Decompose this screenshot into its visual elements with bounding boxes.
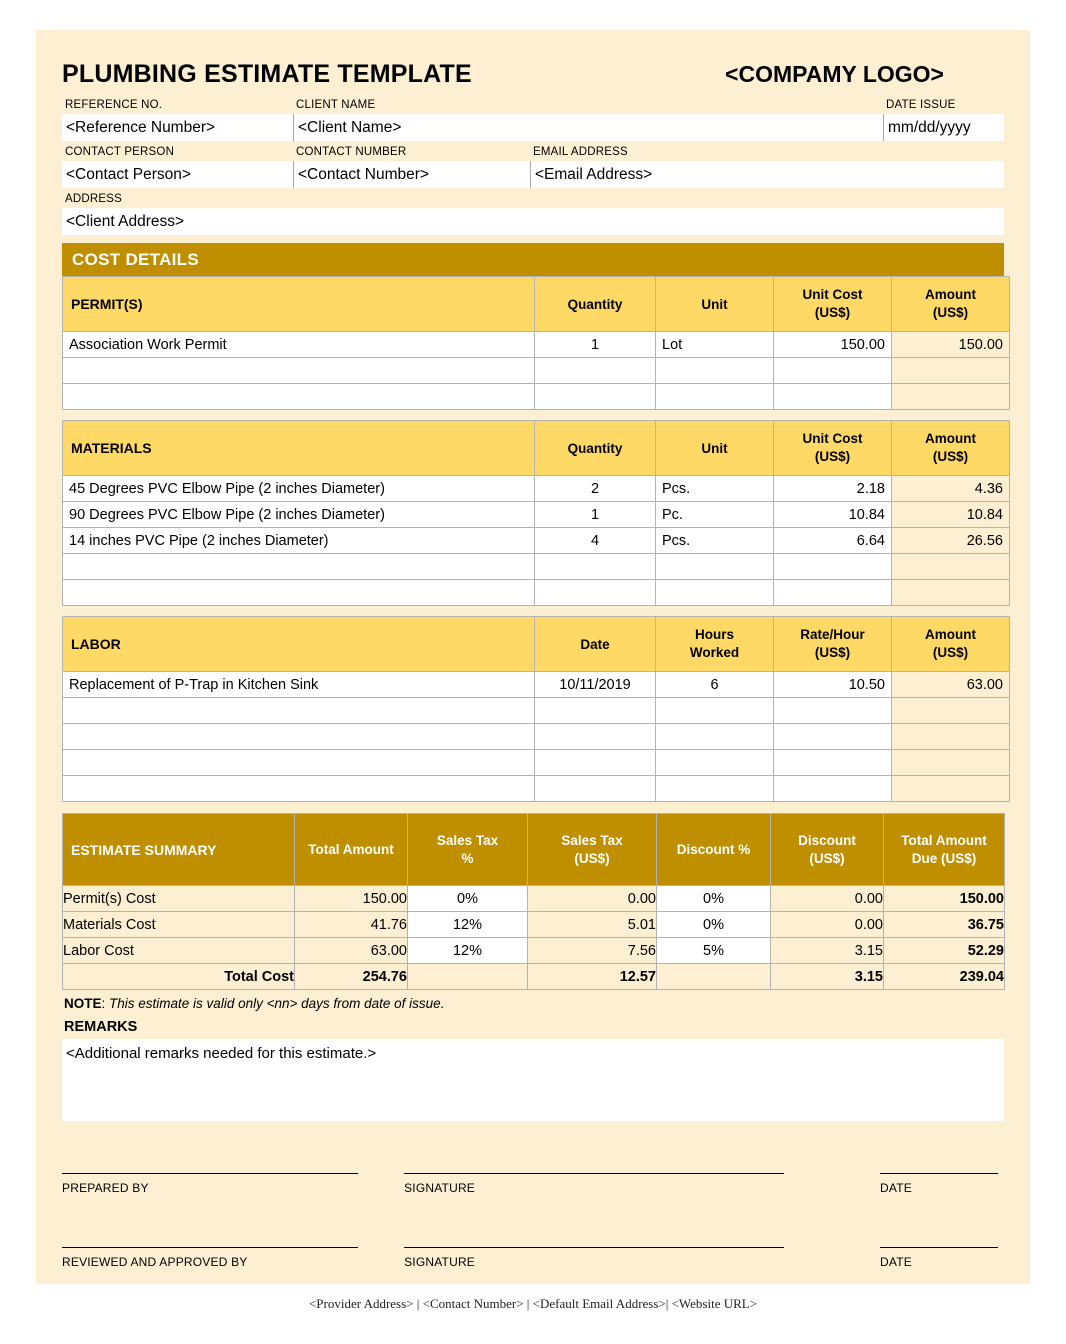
prepared-date-line <box>880 1173 998 1174</box>
labor-amount[interactable] <box>892 698 1010 724</box>
material-unit-cost[interactable] <box>774 580 892 606</box>
permits-col-unit-cost-line2: (US$) <box>814 305 851 320</box>
material-description[interactable]: 45 Degrees PVC Elbow Pipe (2 inches Diameter) <box>63 476 535 502</box>
permits-col-unit-cost <box>774 277 892 332</box>
material-description[interactable] <box>63 554 535 580</box>
permits-header-row <box>63 277 1010 332</box>
document-header <box>62 30 1004 94</box>
permit-amount[interactable]: 150.00 <box>892 332 1010 358</box>
labor-col-amount-line2: (US$) <box>932 645 969 660</box>
reference-no-label: REFERENCE NO. <box>65 99 163 111</box>
summary-header-row <box>63 814 1005 886</box>
permit-unit[interactable] <box>656 358 774 384</box>
labor-description[interactable] <box>63 698 535 724</box>
permit-amount[interactable] <box>892 384 1010 410</box>
labor-hours[interactable] <box>656 724 774 750</box>
labor-header-row <box>63 617 1010 672</box>
labor-col-rate-line1: Rate/Hour <box>800 627 865 642</box>
material-quantity[interactable] <box>535 554 656 580</box>
labor-description[interactable] <box>63 750 535 776</box>
estimate-summary-table <box>62 813 1005 990</box>
address-label-row <box>62 188 1004 208</box>
summary-col-sales-tax-pct-line2: % <box>461 850 474 866</box>
material-amount[interactable]: 26.56 <box>892 528 1010 554</box>
prepared-by-block <box>62 1173 404 1195</box>
labor-description[interactable] <box>63 724 535 750</box>
summary-sales-tax-pct[interactable]: 0% <box>408 886 528 912</box>
summary-col-discount-pct: Discount % <box>657 814 771 886</box>
table-row[interactable] <box>63 750 1010 776</box>
material-amount[interactable]: 4.36 <box>892 476 1010 502</box>
summary-col-total-due <box>884 814 1005 886</box>
contact-number-field[interactable]: <Contact Number> <box>293 161 530 188</box>
summary-sales-tax-usd[interactable]: 7.56 <box>528 938 657 964</box>
labor-date[interactable]: 10/11/2019 <box>535 672 656 698</box>
permits-col-quantity: Quantity <box>535 277 656 332</box>
summary-total-due[interactable]: 52.29 <box>884 938 1005 964</box>
labor-col-amount-line1: Amount <box>925 627 976 642</box>
summary-col-discount-usd <box>771 814 884 886</box>
summary-col-sales-tax-usd <box>528 814 657 886</box>
client-address-field[interactable]: <Client Address> <box>62 208 1004 235</box>
permit-unit[interactable]: Lot <box>656 332 774 358</box>
prepared-signature-label: SIGNATURE <box>404 1181 476 1195</box>
summary-total-amount[interactable]: 63.00 <box>295 938 408 964</box>
labor-date[interactable] <box>535 698 656 724</box>
permit-description[interactable] <box>63 384 535 410</box>
approved-date-block <box>880 1247 1004 1269</box>
summary-col-discount-usd-line2: (US$) <box>809 850 845 866</box>
table-row[interactable] <box>63 358 1010 384</box>
client-info-values-row-1 <box>62 114 1004 141</box>
materials-header-row <box>63 421 1010 476</box>
permits-col-amount <box>892 277 1010 332</box>
summary-col-sales-tax-pct-line1: Sales Tax <box>436 832 499 848</box>
material-unit-cost[interactable] <box>774 554 892 580</box>
signature-row-prepared <box>62 1173 1004 1195</box>
summary-row-label: Labor Cost <box>63 938 295 964</box>
date-issue-field[interactable]: mm/dd/yyyy <box>883 114 1004 141</box>
labor-date[interactable] <box>535 750 656 776</box>
permit-unit-cost[interactable] <box>774 384 892 410</box>
summary-sales-tax-usd[interactable]: 0.00 <box>528 886 657 912</box>
material-quantity[interactable] <box>535 580 656 606</box>
table-row[interactable] <box>63 554 1010 580</box>
total-cost-label: Total Cost <box>63 964 295 990</box>
labor-table <box>62 616 1010 802</box>
labor-amount[interactable] <box>892 750 1010 776</box>
materials-col-amount-line2: (US$) <box>932 449 969 464</box>
summary-discount-usd[interactable]: 0.00 <box>771 886 884 912</box>
total-cost-discount-pct-blank <box>657 964 771 990</box>
permits-col-unit: Unit <box>656 277 774 332</box>
table-row[interactable] <box>63 938 1005 964</box>
note-line <box>62 990 1004 1013</box>
table-row[interactable] <box>63 476 1010 502</box>
labor-amount[interactable] <box>892 724 1010 750</box>
labor-amount[interactable]: 63.00 <box>892 672 1010 698</box>
summary-sales-tax-pct[interactable]: 12% <box>408 938 528 964</box>
remarks-label: REMARKS <box>64 1019 138 1035</box>
table-row[interactable] <box>63 672 1010 698</box>
permit-quantity[interactable] <box>535 384 656 410</box>
table-row[interactable] <box>63 724 1010 750</box>
labor-description[interactable]: Replacement of P-Trap in Kitchen Sink <box>63 672 535 698</box>
summary-discount-pct[interactable]: 0% <box>657 912 771 938</box>
material-description[interactable]: 14 inches PVC Pipe (2 inches Diameter) <box>63 528 535 554</box>
remarks-input[interactable]: <Additional remarks needed for this estimate.> <box>62 1039 1004 1121</box>
approved-by-label: REVIEWED AND APPROVED BY <box>62 1255 248 1269</box>
material-unit-cost[interactable]: 10.84 <box>774 502 892 528</box>
approved-date-label: DATE <box>880 1255 912 1269</box>
material-amount[interactable]: 10.84 <box>892 502 1010 528</box>
note-text: This estimate is valid only <nn> days from date of issue. <box>109 996 445 1011</box>
approved-signature-line <box>404 1247 784 1248</box>
labor-rate[interactable] <box>774 750 892 776</box>
permit-amount[interactable] <box>892 358 1010 384</box>
signature-row-approved <box>62 1247 1004 1269</box>
permit-quantity[interactable] <box>535 358 656 384</box>
permit-quantity[interactable]: 1 <box>535 332 656 358</box>
reference-no-field[interactable]: <Reference Number> <box>62 114 293 141</box>
summary-total-amount[interactable]: 41.76 <box>295 912 408 938</box>
summary-sales-tax-pct[interactable]: 12% <box>408 912 528 938</box>
material-quantity[interactable]: 2 <box>535 476 656 502</box>
labor-col-date: Date <box>535 617 656 672</box>
summary-discount-usd[interactable]: 0.00 <box>771 912 884 938</box>
permits-col-unit-cost-line1: Unit Cost <box>802 287 863 302</box>
material-unit[interactable]: Pcs. <box>656 528 774 554</box>
labor-col-hours-line1: Hours <box>694 627 734 642</box>
labor-col-rate <box>774 617 892 672</box>
prepared-signature-block <box>404 1173 880 1195</box>
summary-col-sales-tax-pct <box>408 814 528 886</box>
summary-total-row <box>63 964 1005 990</box>
approved-date-line <box>880 1247 998 1248</box>
summary-col-sales-tax-usd-line2: (US$) <box>574 850 610 866</box>
note-separator: : <box>101 996 110 1011</box>
company-logo-placeholder: <COMPAMY LOGO> <box>725 60 944 87</box>
summary-col-total-due-line1: Total Amount <box>901 832 987 848</box>
table-row[interactable] <box>63 528 1010 554</box>
summary-discount-pct[interactable]: 5% <box>657 938 771 964</box>
labor-hours[interactable] <box>656 776 774 802</box>
labor-amount[interactable] <box>892 776 1010 802</box>
table-row[interactable] <box>63 698 1010 724</box>
address-value-row <box>62 208 1004 235</box>
prepared-by-label: PREPARED BY <box>62 1181 149 1195</box>
permits-col-amount-line2: (US$) <box>932 305 969 320</box>
page-footer: <Provider Address> | <Contact Number> | <Default Email Address>| <Website URL> <box>308 1296 758 1311</box>
materials-col-amount-line1: Amount <box>925 431 976 446</box>
total-cost-total-due: 239.04 <box>884 964 1005 990</box>
contact-number-label: CONTACT NUMBER <box>296 146 407 158</box>
table-row[interactable] <box>63 502 1010 528</box>
labor-section-label: LABOR <box>63 617 535 672</box>
permit-unit[interactable] <box>656 384 774 410</box>
approved-signature-label: SIGNATURE <box>404 1255 476 1269</box>
note-prefix: NOTE <box>64 996 102 1011</box>
total-cost-sales-tax-usd: 12.57 <box>528 964 657 990</box>
total-cost-discount-usd: 3.15 <box>771 964 884 990</box>
material-description[interactable] <box>63 580 535 606</box>
client-info-values-row-2 <box>62 161 1004 188</box>
labor-rate[interactable] <box>774 776 892 802</box>
client-info-section <box>62 94 1004 235</box>
signature-section <box>62 1173 1004 1269</box>
table-row[interactable] <box>63 332 1010 358</box>
materials-col-unit-cost-line2: (US$) <box>814 449 851 464</box>
labor-description[interactable] <box>63 776 535 802</box>
materials-col-quantity: Quantity <box>535 421 656 476</box>
labor-col-rate-line2: (US$) <box>814 645 851 660</box>
table-row[interactable] <box>63 580 1010 606</box>
labor-col-amount <box>892 617 1010 672</box>
table-row[interactable] <box>63 384 1010 410</box>
materials-col-unit-cost-line1: Unit Cost <box>802 431 863 446</box>
summary-sales-tax-usd[interactable]: 5.01 <box>528 912 657 938</box>
approved-signature-block <box>404 1247 880 1269</box>
date-issue-label: DATE ISSUE <box>886 99 956 111</box>
material-quantity[interactable]: 4 <box>535 528 656 554</box>
prepared-date-label: DATE <box>880 1181 912 1195</box>
permits-table <box>62 276 1010 410</box>
client-name-field[interactable]: <Client Name> <box>293 114 883 141</box>
address-label: ADDRESS <box>65 193 122 205</box>
total-cost-total-amount: 254.76 <box>295 964 408 990</box>
labor-hours[interactable] <box>656 698 774 724</box>
summary-total-amount[interactable]: 150.00 <box>295 886 408 912</box>
labor-date[interactable] <box>535 724 656 750</box>
permits-section-label: PERMIT(S) <box>63 277 535 332</box>
permit-description[interactable]: Association Work Permit <box>63 332 535 358</box>
materials-col-unit: Unit <box>656 421 774 476</box>
material-amount[interactable] <box>892 554 1010 580</box>
summary-col-total-due-line2: Due (US$) <box>911 850 977 866</box>
summary-col-sales-tax-usd-line1: Sales Tax <box>561 832 623 848</box>
material-unit[interactable] <box>656 580 774 606</box>
client-info-labels-row-1 <box>62 94 1004 114</box>
labor-rate[interactable]: 10.50 <box>774 672 892 698</box>
materials-table <box>62 420 1010 606</box>
contact-person-field[interactable]: <Contact Person> <box>62 161 293 188</box>
material-unit[interactable]: Pcs. <box>656 476 774 502</box>
table-row[interactable] <box>63 776 1010 802</box>
summary-total-due[interactable]: 36.75 <box>884 912 1005 938</box>
labor-hours[interactable] <box>656 750 774 776</box>
summary-col-total-amount: Total Amount <box>295 814 408 886</box>
material-unit-cost[interactable]: 2.18 <box>774 476 892 502</box>
labor-hours[interactable]: 6 <box>656 672 774 698</box>
labor-rate[interactable] <box>774 724 892 750</box>
material-description[interactable]: 90 Degrees PVC Elbow Pipe (2 inches Diameter) <box>63 502 535 528</box>
approved-by-block <box>62 1247 404 1269</box>
materials-col-amount <box>892 421 1010 476</box>
summary-discount-usd[interactable]: 3.15 <box>771 938 884 964</box>
labor-col-hours <box>656 617 774 672</box>
summary-discount-pct[interactable]: 0% <box>657 886 771 912</box>
labor-rate[interactable] <box>774 698 892 724</box>
material-unit[interactable] <box>656 554 774 580</box>
permit-description[interactable] <box>63 358 535 384</box>
prepared-signature-line <box>404 1173 784 1174</box>
permit-unit-cost[interactable] <box>774 358 892 384</box>
email-address-field[interactable]: <Email Address> <box>530 161 1004 188</box>
permits-col-amount-line1: Amount <box>925 287 976 302</box>
material-quantity[interactable]: 1 <box>535 502 656 528</box>
summary-col-discount-usd-line1: Discount <box>798 832 856 848</box>
prepared-date-block <box>880 1173 1004 1195</box>
page-title: PLUMBING ESTIMATE TEMPLATE <box>62 59 472 88</box>
email-address-label: EMAIL ADDRESS <box>533 146 628 158</box>
materials-col-unit-cost <box>774 421 892 476</box>
labor-date[interactable] <box>535 776 656 802</box>
material-amount[interactable] <box>892 580 1010 606</box>
labor-col-hours-line2: Worked <box>689 645 740 660</box>
summary-total-due[interactable]: 150.00 <box>884 886 1005 912</box>
client-info-labels-row-2 <box>62 141 1004 161</box>
summary-row-label: Materials Cost <box>63 912 295 938</box>
material-unit[interactable]: Pc. <box>656 502 774 528</box>
contact-person-label: CONTACT PERSON <box>65 146 175 158</box>
summary-row-label: Permit(s) Cost <box>63 886 295 912</box>
materials-section-label: MATERIALS <box>63 421 535 476</box>
total-cost-sales-tax-pct-blank <box>408 964 528 990</box>
material-unit-cost[interactable]: 6.64 <box>774 528 892 554</box>
prepared-by-line <box>62 1173 358 1174</box>
approved-by-line <box>62 1247 358 1248</box>
document-page <box>36 30 1030 1284</box>
permit-unit-cost[interactable]: 150.00 <box>774 332 892 358</box>
table-row[interactable] <box>63 912 1005 938</box>
client-name-label: CLIENT NAME <box>296 99 376 111</box>
table-row[interactable] <box>63 886 1005 912</box>
cost-details-band: COST DETAILS <box>62 243 1004 276</box>
summary-section-label: ESTIMATE SUMMARY <box>63 814 295 886</box>
